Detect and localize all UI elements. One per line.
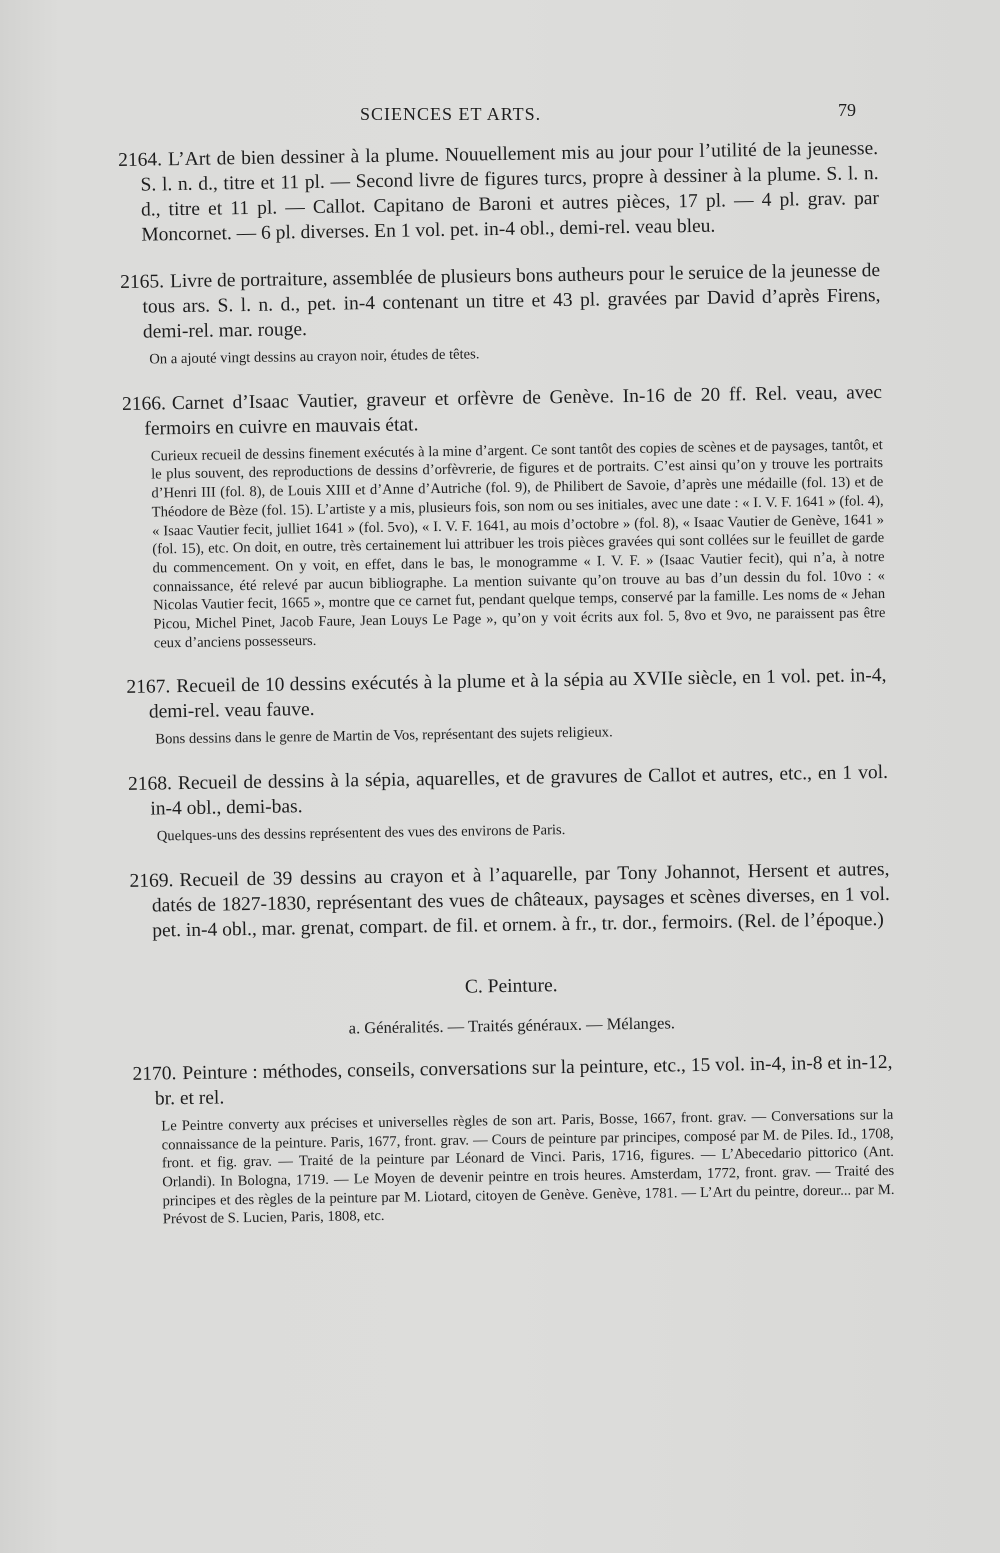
entry-text: Recueil de dessins à la sépia, aquarelles, et de gravures de Callot et autres, etc., en 1 vol. in-4 obl., demi-bas. bbox=[150, 762, 889, 820]
page-header bbox=[0, 100, 1000, 130]
entry-number: 2170. bbox=[132, 1063, 177, 1085]
catalogue-entry-2168 bbox=[128, 760, 889, 847]
catalogue-entry-2164 bbox=[118, 136, 879, 248]
section-heading: C. Peinture. bbox=[464, 975, 558, 998]
page-content bbox=[118, 136, 895, 1252]
running-title: SCIENCES ET ARTS. bbox=[360, 104, 542, 124]
entry-note: On a ajouté vingt dessins au crayon noir, études de têtes. bbox=[149, 346, 480, 368]
entry-number: 2164. bbox=[118, 149, 163, 171]
catalogue-entry-2165 bbox=[120, 258, 881, 370]
catalogue-entry-2167 bbox=[126, 663, 887, 750]
page-number: 79 bbox=[838, 100, 856, 120]
entry-note: Le Peintre converty aux précises et universelles règles de son art. Paris, Bosse, 1667, front. grav. — Conversations sur la connaissance de la peinture. Paris, 1677, front. grav. — Cours de peinture par principes, composé par M. de Piles. Id., 1708, front. et fig. grav. — Traité de la peinture par Léonard de Vinci. Paris, 1716, figures. — L’Abecedario pittorico (Ant. Orlandi). In Bologna, 1719. — Le Moyen de devenir peintre en trois heures. Amsterdam, 1772, front. grav. — Traité des principes et des règles de la peinture par M. Liotard, citoyen de Genève. Genève, 1781. — L’Art du peintre, doreur... par M. Prévost de S. Lucien, Paris, 1808, etc. bbox=[161, 1106, 895, 1228]
catalogue-entry-2169 bbox=[129, 857, 890, 944]
entry-text: Recueil de 10 dessins exécutés à la plume et à la sépia au XVIIe siècle, en 1 vol. pet. in-4, demi-rel. veau fauve. bbox=[148, 665, 887, 724]
entry-number: 2168. bbox=[127, 773, 173, 796]
entry-text: Livre de portraiture, assemblée de plusieurs bons autheurs pour le seruice de la jeunesse de tous ars. S. l. n. d., pet. in-4 contenant un titre et 43 pl. gravées par David d’après Firens, demi-rel. mar. rouge. bbox=[142, 260, 881, 343]
entry-note: Curieux recueil de dessins finement exécutés à la mine d’argent. Ce sont tantôt des copies de scènes et de paysages, tantôt, et le plus souvent, des reproductions de dessins d’orfèvrerie, de figures et de portraits. C’est ainsi qu’on y trouve les portraits d’Henri III (fol. 8), de Louis XIII et d’Anne d’Autriche (fol. 9), de Philibert de Savoie, d’après une médaille (fol. 13) et de Théodore de Bèze (fol. 15). L’artiste y a mis, plusieurs fois, son nom ou ses initiales, avec une date : « I. V. F. 1641 » (fol. 4), « Isaac Vautier fecit, julliet 1641 » (fol. 5vo), « I. V. F. 1641, au mois d’octobre » (fol. 8), « Isaac Vautier de Genève, 1641 » (fol. 15), etc. On doit, en outre, très certainement lui attribuer les trois pièces gravées qui sont collées sur le feuillet de garde du commencement. On y voit, en effet, dans le bas, le monogramme « I. V. F. » (Isaac Vautier fecit), qui n’a, à notre connaissance, été relevé par aucun bibliographe. La mention suivante qu’on trouve au bas d’un dessin du fol. 10vo : « Nicolas Vautier fecit, 1665 », montre que ce carnet fut, pendant quelque temps, conservé par la famille. Les noms de « Jehan Picou, Michel Pinet, Jacob Faure, Jean Louys Le Page », qu’on y voit écrits aux fol. 5, 8vo et 9vo, ne paraissent pas être ceux d’anciens possesseurs. bbox=[150, 436, 886, 652]
entry-note: Quelques-uns des dessins représentent des vues des environs de Paris. bbox=[156, 822, 566, 845]
entry-number: 2169. bbox=[129, 870, 174, 892]
subsection-heading: a. Généralités. — Traités généraux. — Mélanges. bbox=[348, 1013, 676, 1038]
entry-text: Carnet d’Isaac Vautier, graveur et orfèvre de Genève. In-16 de 20 ff. Rel. veau, avec fermoirs en cuivre en mauvais état. bbox=[144, 381, 883, 440]
entry-note: Bons dessins dans le genre de Martin de Vos, représentant des sujets religieux. bbox=[155, 724, 613, 748]
entry-text: Recueil de 39 dessins au crayon et à l’aquarelle, par Tony Johannot, Hersent et autres, datés de 1827-1830, représentant des vues de châteaux, paysages et scènes diverses, en 1 vol. pet. in-4 obl., mar. grenat, compart. de fil. et ornem. à fr., tr. dor., fermoirs. (Rel. de l’époque.) bbox=[151, 858, 890, 942]
catalogue-entry-2170 bbox=[132, 1050, 895, 1230]
entry-text: L’Art de bien dessiner à la plume. Nouuellement mis au jour pour l’utilité de la jeunesse. S. l. n. d., titre et 11 pl. — Second livre de figures turcs, propre à dessiner à la plume. S. l. n. d., titre et 11 pl. — Callot. Capitano de Baroni et autres pièces, 17 pl. — 4 pl. grav. par Moncornet. — 6 pl. diverses. En 1 vol. pet. in-4 obl., demi-rel. veau bleu. bbox=[140, 138, 880, 246]
entry-number: 2165. bbox=[119, 271, 165, 293]
catalogue-entry-2166 bbox=[122, 380, 886, 654]
entry-number: 2166. bbox=[121, 392, 167, 415]
entry-text: Peinture : méthodes, conseils, conversations sur la peinture, etc., 15 vol. in-4, in-8 et in-12, br. et rel. bbox=[154, 1051, 893, 1110]
entry-number: 2167. bbox=[126, 676, 171, 699]
